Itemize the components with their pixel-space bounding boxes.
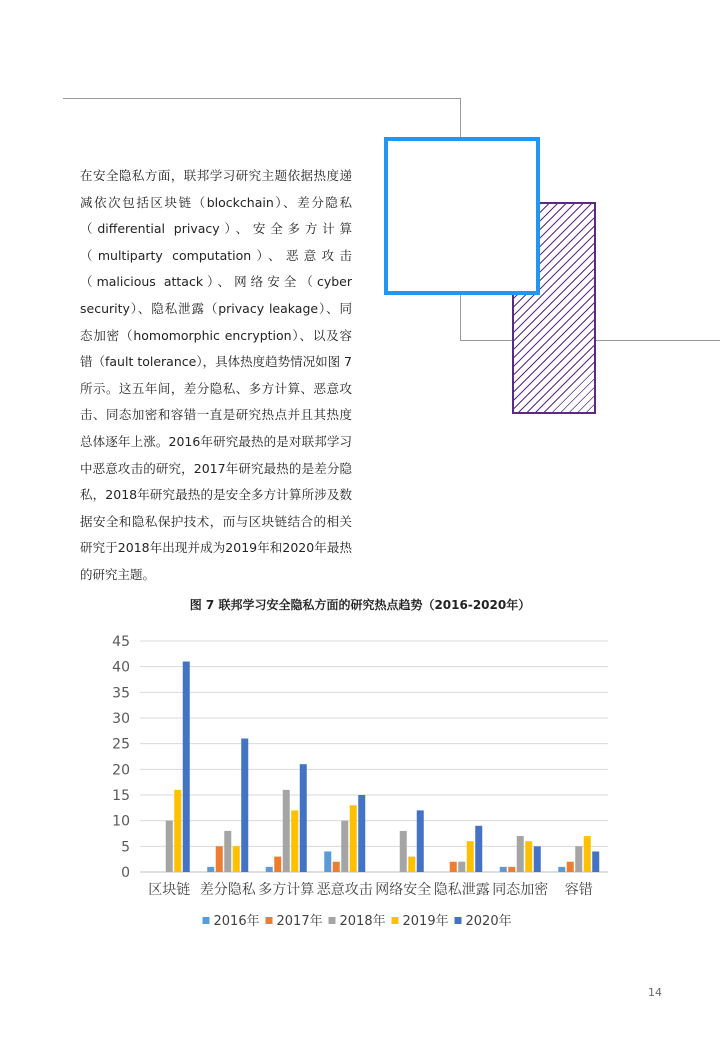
bar <box>567 862 574 872</box>
legend-swatch <box>266 917 273 924</box>
x-tick-label: 同态加密 <box>492 882 549 898</box>
x-tick-label: 隐私泄露 <box>433 882 490 898</box>
blue-frame-decoration <box>384 137 540 295</box>
legend-label: 2020年 <box>465 914 512 929</box>
bar-chart <box>0 620 720 950</box>
bar <box>300 764 307 872</box>
legend-label: 2018年 <box>339 914 386 929</box>
bar <box>450 862 457 872</box>
bar <box>266 867 273 872</box>
bar <box>500 867 507 872</box>
bar <box>517 836 524 872</box>
figure-caption: 图 7 联邦学习安全隐私方面的研究热点趋势（2016-2020年） <box>189 598 531 612</box>
bar <box>534 846 541 872</box>
bar <box>233 846 240 872</box>
top-frame-line <box>63 98 460 99</box>
y-tick-label: 30 <box>112 711 130 727</box>
bar <box>525 841 532 872</box>
bar <box>241 739 248 872</box>
bar <box>350 805 357 872</box>
y-tick-label: 35 <box>112 685 130 702</box>
bar <box>408 857 415 872</box>
y-tick-label: 10 <box>112 813 130 830</box>
y-tick-label: 15 <box>112 788 130 804</box>
legend-swatch <box>203 917 210 924</box>
y-tick-label: 5 <box>121 839 130 856</box>
y-tick-label: 40 <box>112 659 130 676</box>
bar <box>274 857 281 872</box>
bar <box>207 867 214 872</box>
body-paragraph: 在安全隐私方面，联邦学习研究主题依据热度递减依次包括区块链（blockchain）、差分隐私（differential privacy）、安全多方计算（multiparty computation）、恶意攻击（malicious attack）、网络安全（cyber security）、隐私泄露（privacy leakage）、同态加密（homomorphic encryption）、以及容错（fault tolerance），具体热度趋势情况如图 7 所示。这五年间，差分隐私、多方计算、恶意攻击、同态加密和容错一直是研究热点并且其热度总体逐年上涨。2016年研究最热的是对联邦学习中恶意攻击的研究，2017年研究最热的是差分隐私，2018年研究最热的是安全多方计算所涉及数据安全和隐私保护技术，而与区块链结合的相关研究于2018年出现并成为2019年和2020年最热的研究主题。 <box>80 168 353 582</box>
bar <box>400 831 407 872</box>
legend-label: 2019年 <box>402 914 449 929</box>
bar <box>358 795 365 872</box>
bar <box>291 810 298 872</box>
y-tick-label: 45 <box>112 634 130 650</box>
bar <box>166 821 173 872</box>
y-tick-label: 20 <box>112 762 130 779</box>
legend-swatch <box>455 917 462 924</box>
x-tick-label: 差分隐私 <box>199 882 256 898</box>
x-tick-label: 多方计算 <box>258 882 315 898</box>
legend-label: 2017年 <box>276 914 323 929</box>
y-tick-label: 0 <box>121 865 130 881</box>
bar <box>575 846 582 872</box>
bar <box>324 851 331 872</box>
bar <box>458 862 465 872</box>
bar <box>417 810 424 872</box>
bar <box>508 867 515 872</box>
bar <box>183 662 190 872</box>
x-tick-label: 容错 <box>564 882 593 898</box>
bar <box>584 836 591 872</box>
bar <box>475 826 482 872</box>
y-tick-label: 25 <box>112 736 130 753</box>
legend-label: 2016年 <box>213 914 260 929</box>
bar <box>467 841 474 872</box>
page-number: 14 <box>648 986 662 999</box>
bar <box>224 831 231 872</box>
bar <box>333 862 340 872</box>
legend-swatch <box>392 917 399 924</box>
x-tick-label: 区块链 <box>148 882 191 898</box>
bar <box>341 821 348 872</box>
x-tick-label: 网络安全 <box>375 882 432 898</box>
legend-swatch <box>329 917 336 924</box>
bar <box>216 846 223 872</box>
bar <box>592 851 599 872</box>
x-tick-label: 恶意攻击 <box>316 882 373 898</box>
bar <box>283 790 290 872</box>
bar <box>558 867 565 872</box>
bar <box>174 790 181 872</box>
